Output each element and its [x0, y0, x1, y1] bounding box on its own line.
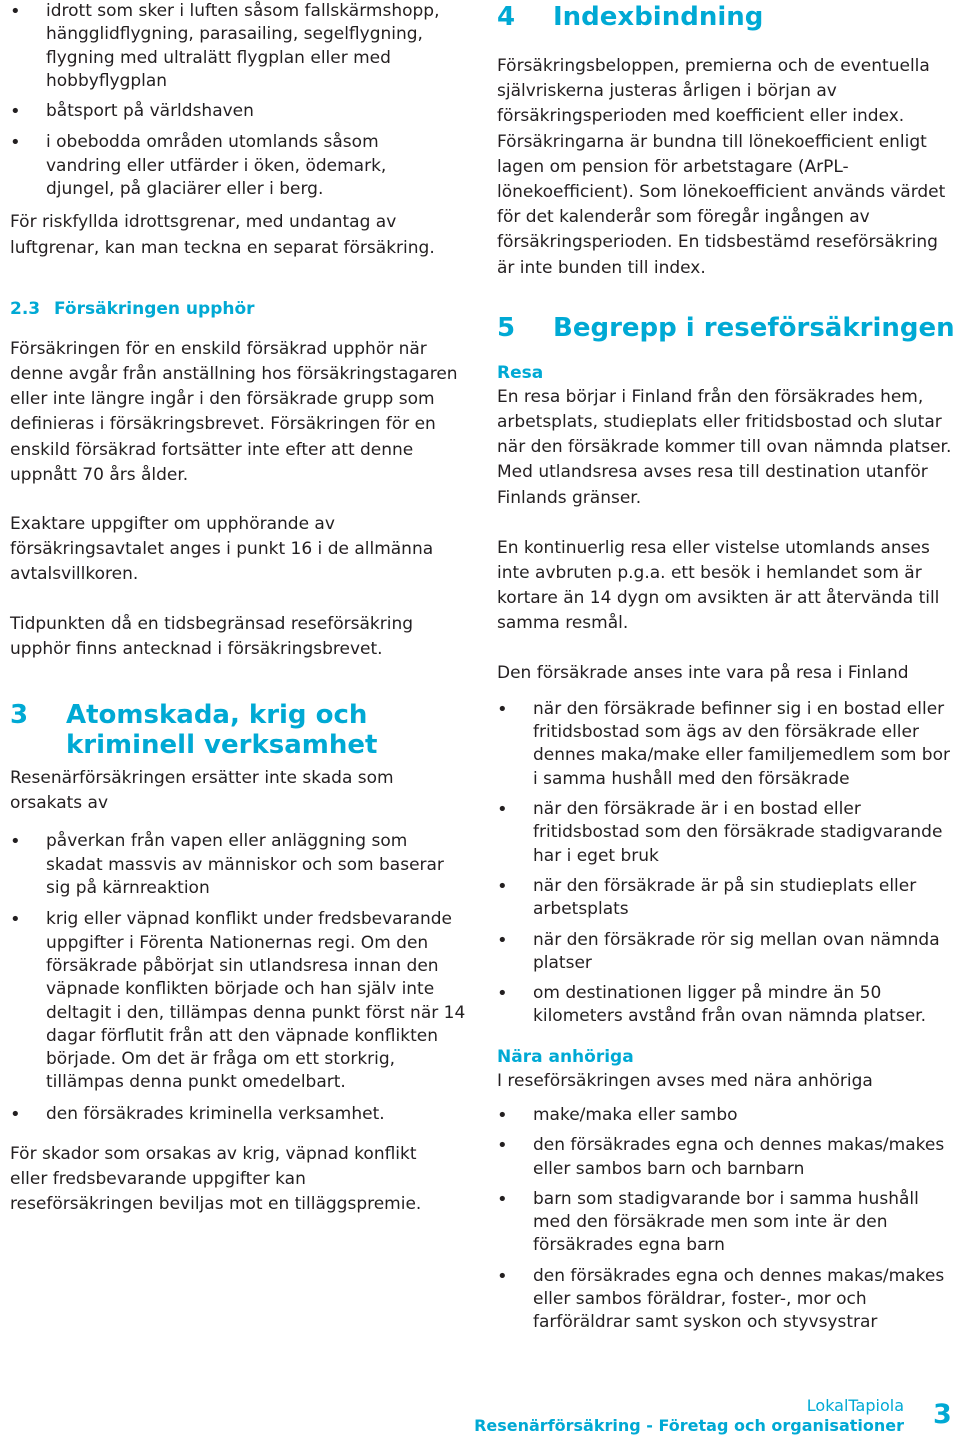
footer-subtitle: Resenärförsäkring - Företag och organisationer — [474, 1416, 904, 1435]
paragraph: En resa börjar i Finland från den försäkrades hem, arbetsplats, studieplats eller fritidsbostad och slutar när den försäkrade kommer till ovan nämnda platser. Med utlandsresa avses resa till destination utanför Finlands gränser. — [497, 386, 952, 508]
section-intro: Resenärförsäkringen ersätter inte skada som orsakats av — [10, 768, 394, 814]
list-item: • idrott som sker i luften såsom fallskärmshopp, hängglidflygning, parasailing, segelflygning, flygning med ultralätt flygplan eller med hobbyflygplan — [10, 0, 472, 93]
paragraph: Tidpunkten då en tidsbegränsad reseförsäkring upphör finns antecknad i försäkringsbrevet. — [10, 613, 414, 659]
resa-heading: Resa — [497, 362, 544, 383]
list-item: • när den försäkrade befinner sig i en bostad eller fritidsbostad som ägs av den försäkrade eller dennes maka/make eller familjemedlem som bor i samma hushåll med den försäkrade — [497, 698, 955, 791]
section-3-bullet-list — [10, 830, 472, 1126]
page-number: 3 — [933, 1399, 952, 1430]
section-number: 5 — [497, 312, 516, 343]
index-paragraph: Försäkringsbeloppen, premierna och de eventuella självriskerna justeras årligen i början av försäkringsperioden med koefficient eller index. Försäkringarna är bundna till lönekoefficient enligt lagen om pension för arbetstagare (ArPL-lönekoefficient). Som lönekoefficient används värdet för det kalenderår som föregår ingången av försäkringsperioden. En tidsbestämd reseförsäkring är inte bunden till index. — [497, 56, 946, 278]
list-item: • den försäkrades egna och dennes makas/makes eller sambos barn och barnbarn — [497, 1134, 955, 1181]
section-title: Indexbindning — [553, 2, 764, 32]
section-4-heading — [497, 2, 955, 32]
section-3-heading — [10, 700, 472, 760]
list-item: • barn som stadigvarande bor i samma hushåll med den försäkrade men som inte är den försäkrades egna barn — [497, 1188, 955, 1258]
resa-bullet-list — [497, 698, 955, 1029]
section-2-3-heading — [10, 297, 472, 321]
nara-bullet-list — [497, 1104, 955, 1335]
list-item: • den försäkrades egna och dennes makas/makes eller sambos föräldrar, foster-, mor och farföräldrar samt syskon och styvsystrar — [497, 1265, 955, 1335]
list-item: • i obebodda områden utomlands såsom vandring eller utfärder i öken, ödemark, djungel, på glaciärer eller i berg. — [10, 131, 472, 201]
list-item: • när den försäkrade är på sin studieplats eller arbetsplats — [497, 875, 955, 922]
section-number: 3 — [10, 700, 29, 731]
left-column — [10, 0, 472, 1218]
paragraph: Försäkringen för en enskild försäkrad upphör när denne avgår från anställning hos försäkringstagaren eller inte längre ingår i den försäkrade grupp som definieras i försäkringsbrevet. Försäkringen för en enskild försäkrad fortsätter inte efter att denne uppnått 70 års ålder. — [10, 338, 458, 485]
list-item: • om destinationen ligger på mindre än 50 kilometers avstånd från ovan nämnda platser. — [497, 982, 955, 1029]
list-item: • när den försäkrade är i en bostad eller fritidsbostad som den försäkrade stadigvarande har i eget bruk — [497, 798, 955, 868]
list-item: • påverkan från vapen eller anläggning som skadat massvis av människor och som baserar sig på kärnreaktion — [10, 830, 472, 900]
section-title: Atomskada, krig och kriminell verksamhet — [66, 700, 378, 761]
list-item: • när den försäkrade rör sig mellan ovan nämnda platser — [497, 929, 955, 976]
risk-paragraph: För riskfyllda idrottsgrenar, med undantag av luftgrenar, kan man teckna en separat försäkring. — [10, 212, 435, 258]
paragraph: Den försäkrade anses inte vara på resa i Finland — [497, 662, 909, 683]
section-title: Försäkringen upphör — [54, 298, 255, 319]
nara-heading: Nära anhöriga — [497, 1046, 634, 1067]
page-footer — [474, 1396, 904, 1436]
section-number: 4 — [497, 2, 516, 32]
list-item: • den försäkrades kriminella verksamhet. — [10, 1103, 472, 1126]
list-item: • krig eller väpnad konflikt under fredsbevarande uppgifter i Förenta Nationernas regi. Om den försäkrade påbörjat sin utlandsresa innan den väpnade konflikten började och han själv inte deltagit i den, tillämpas denna punkt först när 14 dagar förflutit från att den väpnade konflikten började. Om det är fråga om ett storkrig, tillämpas denna punkt omedelbart. — [10, 908, 472, 1094]
footer-brand: LokalTapiola — [806, 1396, 904, 1415]
paragraph: En kontinuerlig resa eller vistelse utomlands anses inte avbruten p.g.a. ett besök i hemlandet som är kortare än 14 dygn om avsikten är att återvända till samma resmål. — [497, 537, 940, 634]
intro-bullet-list — [10, 0, 472, 201]
nara-intro: I reseförsäkringen avses med nära anhöriga — [497, 1070, 873, 1091]
list-item: • make/maka eller sambo — [497, 1104, 955, 1127]
section-number: 2.3 — [10, 298, 41, 319]
right-column — [497, 0, 955, 1335]
section-5-heading — [497, 313, 955, 343]
section-title: Begrepp i reseförsäkringen — [553, 312, 955, 343]
closing-paragraph: För skador som orsakas av krig, väpnad konflikt eller fredsbevarande uppgifter kan reseförsäkringen beviljas mot en tilläggspremie. — [10, 1143, 422, 1215]
paragraph: Exaktare uppgifter om upphörande av försäkringsavtalet anges i punkt 16 i de allmänna avtalsvillkoren. — [10, 514, 434, 585]
list-item: • båtsport på världshaven — [10, 100, 472, 123]
